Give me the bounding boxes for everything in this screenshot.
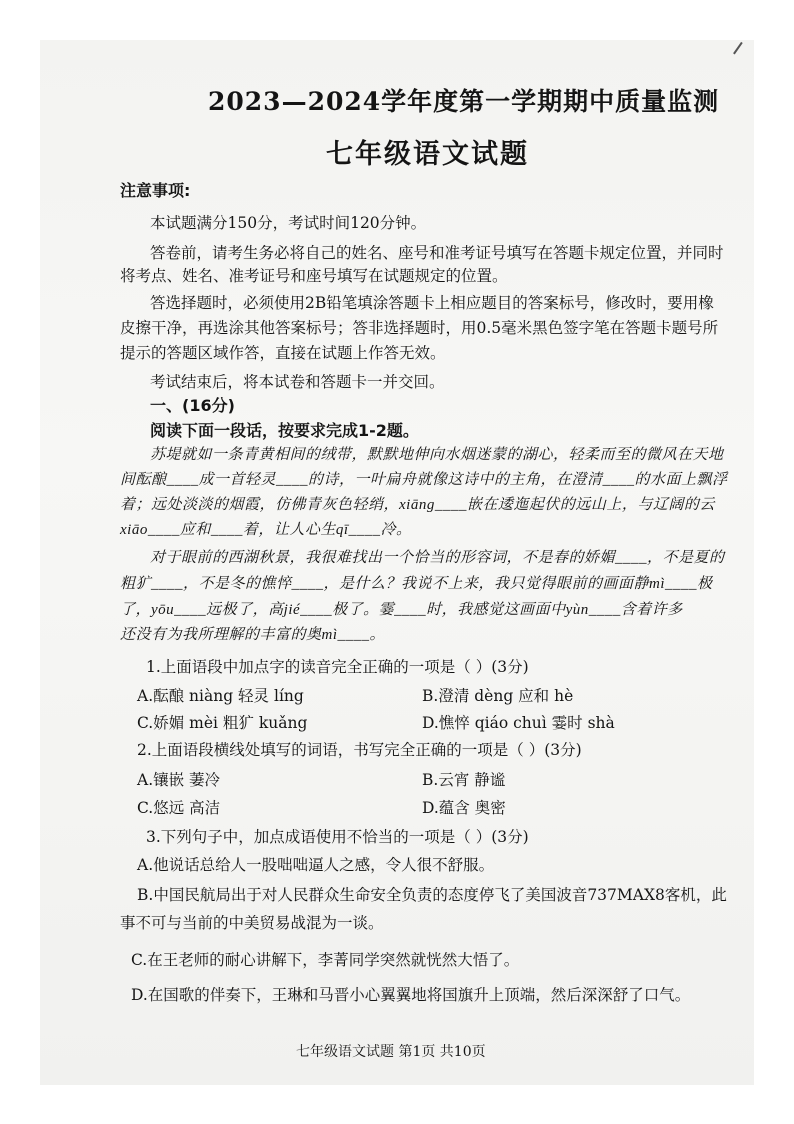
q2-option-b: B.云宵 静谧	[422, 771, 506, 789]
q3-option-d: D.在国歌的伴奏下，王琳和马晋小心翼翼地将国旗升上顶端，然后深深舒了口气。	[131, 986, 691, 1004]
q3-option-a: A.他说话总给人一股咄咄逼人之感，令人很不舒服。	[137, 856, 495, 874]
notice-line: 考试结束后，将本试卷和答题卡一并交回。	[150, 373, 445, 391]
section-heading: 一、(16分)	[150, 396, 235, 415]
q1-option-a: A.酝酿 niàng 轻灵 líng	[137, 687, 304, 705]
question-3-stem: 3.下列句子中，加点成语使用不恰当的一项是（ ）(3分)	[146, 828, 529, 846]
q2-option-d: D.蕴含 奥密	[422, 799, 506, 817]
q1-option-c: C.娇媚 mèi 粗犷 kuǎng	[137, 714, 308, 732]
notice-line: 提示的答题区域作答，直接在试题上作答无效。	[120, 344, 446, 362]
q2-option-a: A.镶嵌 萋冷	[137, 771, 221, 789]
notice-line: 答选择题时，必须使用2B铅笔填涂答题卡上相应题目的答案标号，修改时，要用橡	[150, 294, 714, 312]
q2-option-c: C.悠远 高洁	[137, 799, 221, 817]
notice-line: 答卷前，请考生务必将自己的姓名、座号和准考证号填写在答题卡规定位置，并同时	[150, 244, 724, 262]
passage-line: 苏堤就如一条青黄相间的绒带，默默地伸向水烟迷蒙的湖心，轻柔而至的微风在天地	[150, 447, 724, 463]
q3-option-b-cont: 事不可与当前的中美贸易战混为一谈。	[120, 914, 384, 932]
passage-line: 间酝酿____成一首轻灵____的诗，一叶扁舟就像这诗中的主角，在澄清____的水面上飘浮	[120, 472, 728, 488]
question-2-stem: 2.上面语段横线处填写的词语，书写完全正确的一项是（ ）(3分)	[137, 741, 582, 759]
q1-option-b: B.澄清 dèng 应和 hè	[422, 687, 574, 705]
q3-option-b: B.中国民航局出于对人民群众生命安全负责的态度停飞了美国波音737MAX8客机，此	[137, 886, 727, 904]
notice-heading: 注意事项:	[120, 181, 191, 200]
question-1-stem: 1.上面语段中加点字的读音完全正确的一项是（ ）(3分)	[146, 658, 529, 676]
passage-line: xiāo____应和____着，让人心生qī____冷。	[120, 522, 412, 538]
notice-line: 将考点、姓名、准考证号和座号填写在试题规定的位置。	[120, 267, 508, 285]
passage-line: 还没有为我所理解的丰富的奥mì____。	[120, 627, 386, 643]
passage-line: 粗犷____，不是冬的憔悴____，是什么？我说不上来，我只觉得眼前的画面静mì____极	[120, 576, 713, 592]
exam-subtitle: 七年级语文试题	[326, 139, 529, 170]
q3-option-c: C.在王老师的耐心讲解下，李菁同学突然就恍然大悟了。	[131, 951, 520, 969]
passage-line: 着；远处淡淡的烟霞，仿佛青灰色轻绡，xiāng____嵌在逶迤起伏的远山上，与辽阔的云	[120, 497, 715, 513]
notice-line: 本试题满分150分，考试时间120分钟。	[150, 214, 427, 232]
section-instruction: 阅读下面一段话，按要求完成1-2题。	[150, 421, 419, 440]
exam-title: 2023—2024学年度第一学期期中质量监测	[208, 87, 720, 116]
page-footer: 七年级语文试题 第1页 共10页	[296, 1044, 486, 1060]
q1-option-d: D.憔悴 qiáo chuì 霎时 shà	[422, 714, 615, 732]
passage-line: 了，yōu____远极了，高jié____极了。霎____时，我感觉这画面中yùn____含着许多	[120, 602, 683, 618]
passage-line: 对于眼前的西湖秋景，我很难找出一个恰当的形容词，不是春的娇媚____，不是夏的	[150, 550, 725, 566]
notice-line: 皮擦干净，再选涂其他答案标号；答非选择题时，用0.5毫米黑色签字笔在答题卡题号所	[120, 319, 719, 337]
